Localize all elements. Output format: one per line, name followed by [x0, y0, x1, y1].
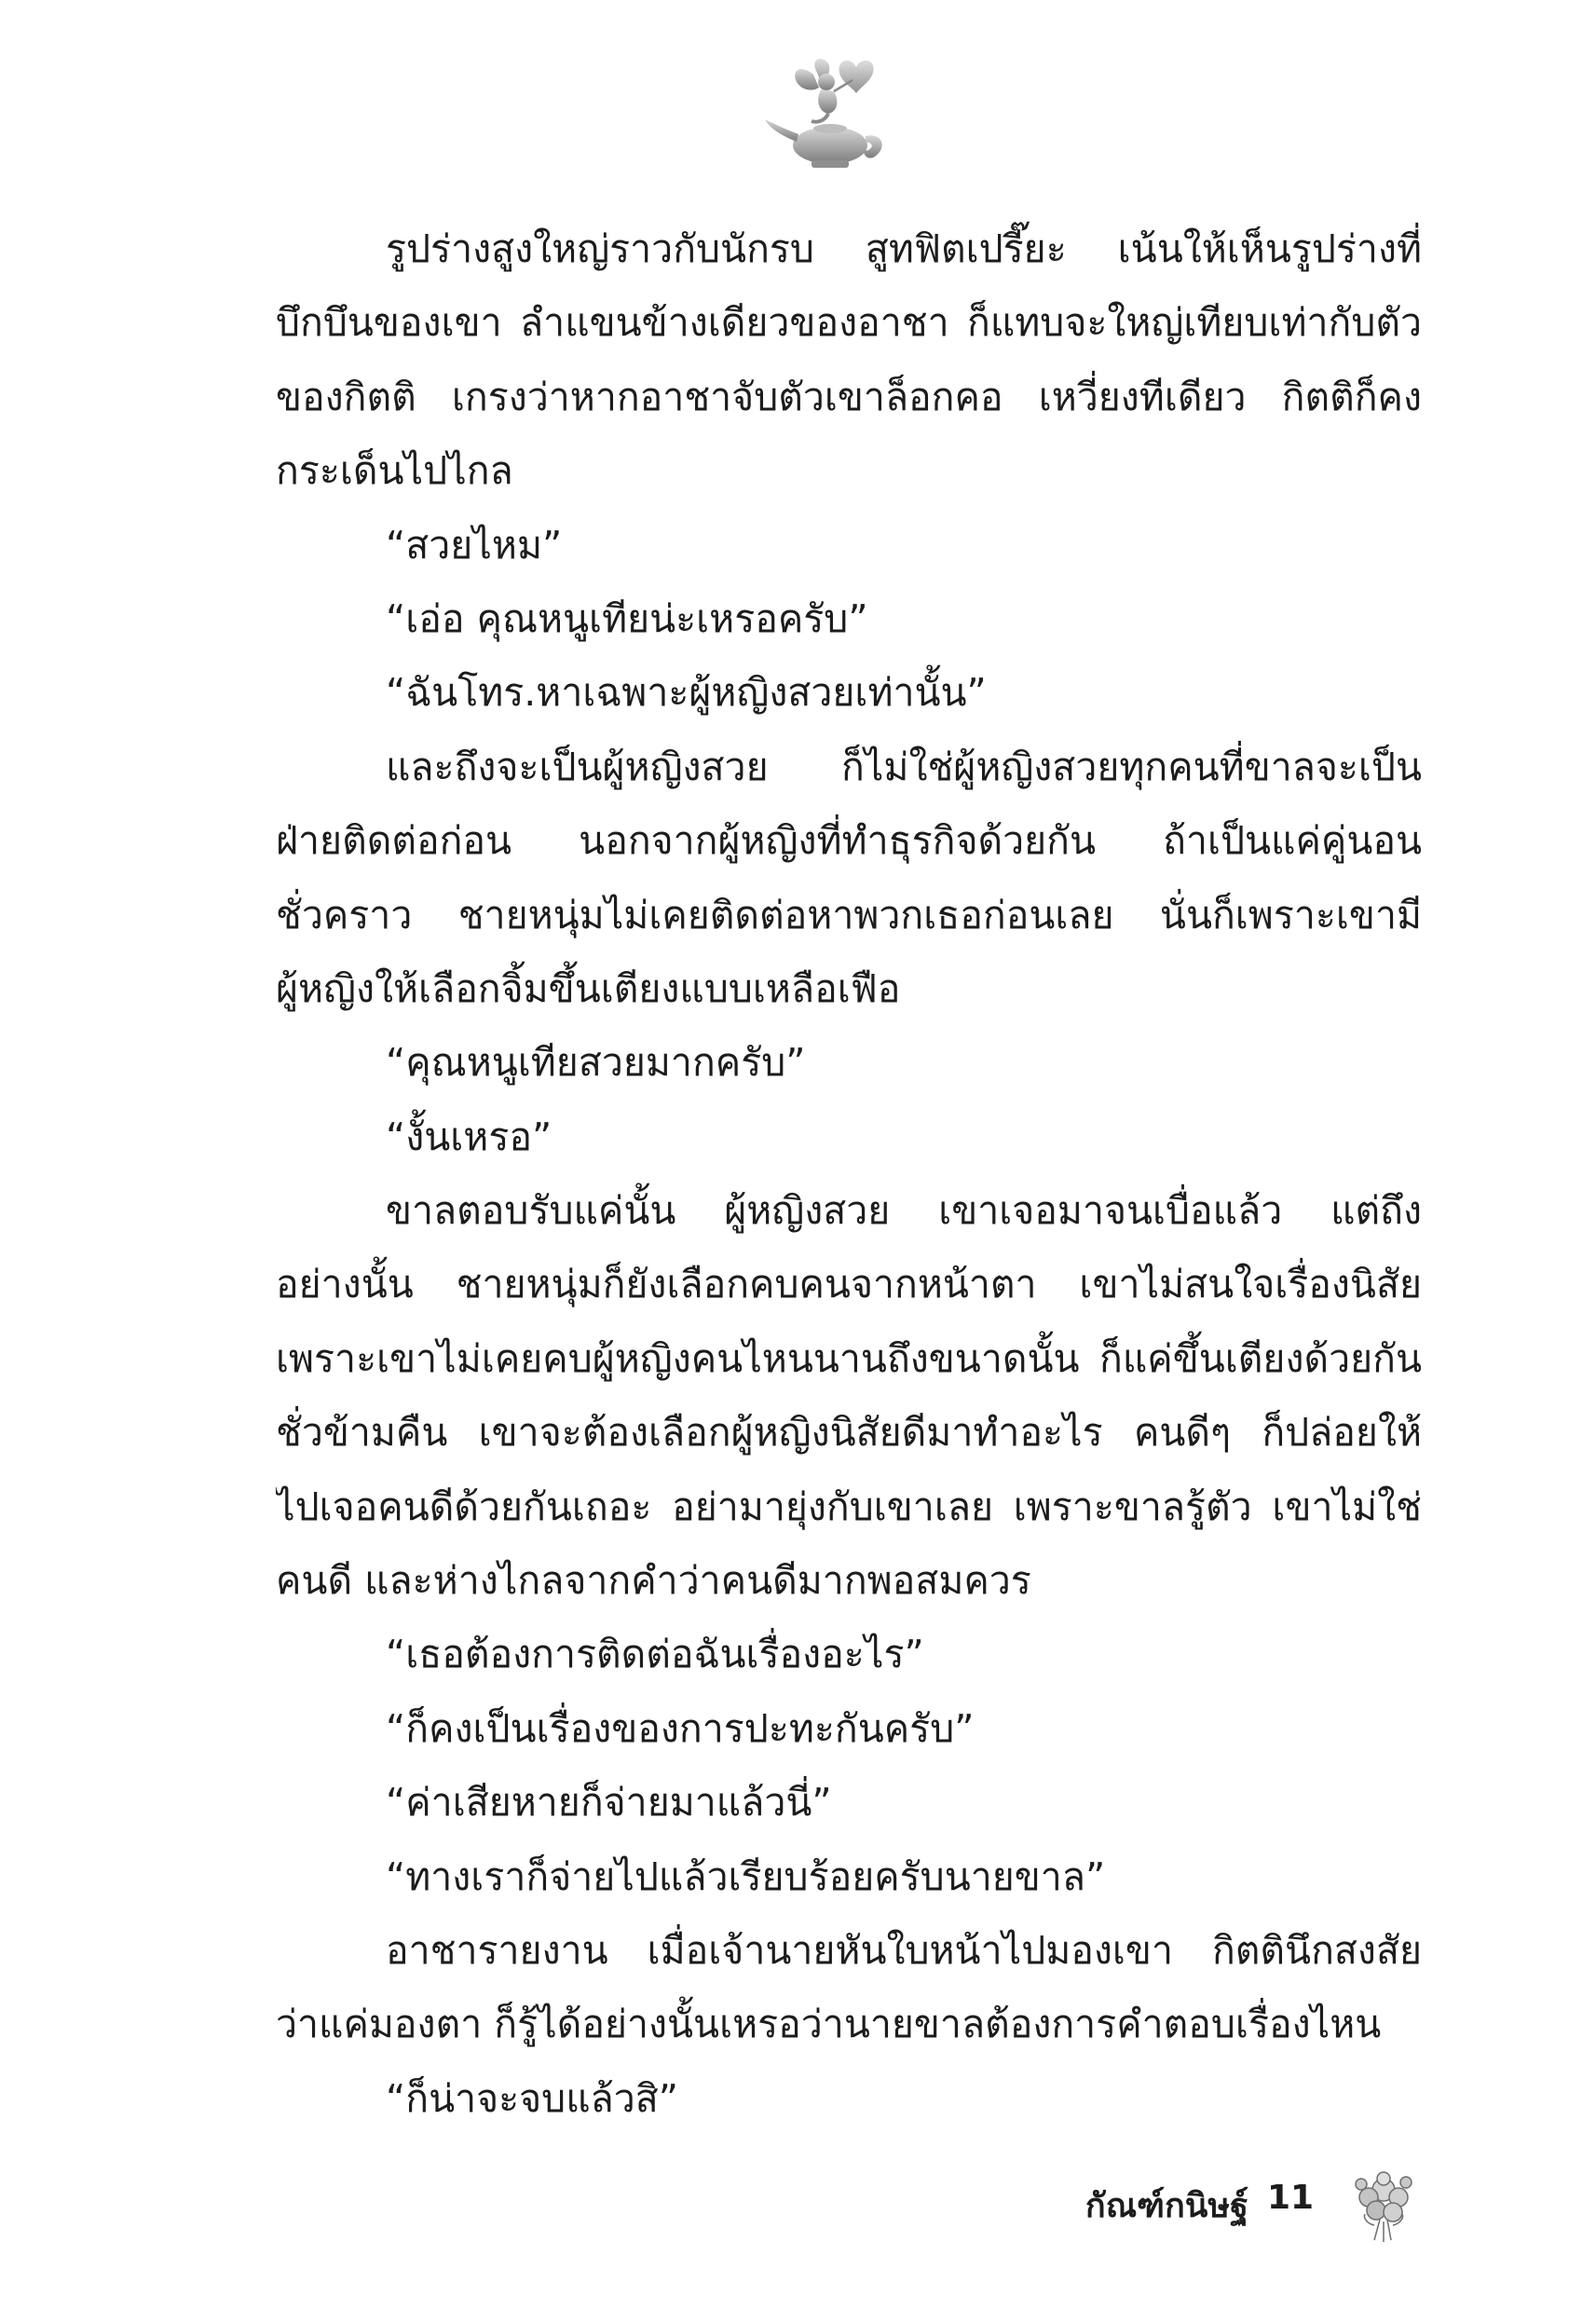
text-line: อย่างนั้น ชายหนุ่มก็ยังเลือกคบคนจากหน้าตา เขาไม่สนใจเรื่องนิสัย [276, 1262, 1422, 1307]
text-line: ขาลตอบรับแค่นั้น ผู้หญิงสวย เขาเจอมาจนเบื่อแล้ว แต่ถึง [386, 1188, 1422, 1234]
text-line: และถึงจะเป็นผู้หญิงสวย ก็ไม่ใช่ผู้หญิงสวยทุกคนที่ขาลจะเป็น [386, 744, 1422, 789]
text-line: ไปเจอคนดีด้วยกันเถอะ อย่ามายุ่งกับเขาเลย เพราะขาลรู้ตัว เขาไม่ใช่ [276, 1484, 1422, 1529]
text-line: ชั่วคราว ชายหนุ่มไม่เคยติดต่อหาพวกเธอก่อนเลย นั่นก็เพราะเขามี [276, 892, 1422, 937]
text-line: บึกบึนของเขา ลำแขนข้างเดียวของอาชา ก็แทบจะใหญ่เทียบเท่ากับตัว [276, 300, 1422, 346]
body-text [276, 212, 1422, 2141]
text-line: “เอ่อ คุณหนูเทียน่ะเหรอครับ” [386, 595, 868, 641]
text-line: “สวยไหม” [386, 522, 563, 567]
text-line: รูปร่างสูงใหญ่ราวกับนักรบ สูทฟิตเปรี๊ยะ เน้นให้เห็นรูปร่างที่ [386, 226, 1422, 271]
flower-bouquet-icon [1346, 2162, 1421, 2246]
text-line: “ทางเราก็จ่ายไปแล้วเรียบร้อยครับนายขาล” [386, 1853, 1106, 1899]
cupid-teapot-ornament-icon [759, 54, 899, 175]
text-line: “งั้นเหรอ” [386, 1114, 552, 1159]
text-line: ว่าแค่มองตา ก็รู้ได้อย่างนั้นเหรอว่านายขาลต้องการคำตอบเรื่องไหน [276, 2002, 1382, 2047]
text-line: “ก็น่าจะจบแล้วสิ” [386, 2075, 679, 2121]
text-line: ผู้หญิงให้เลือกจิ้มขึ้นเตียงแบบเหลือเฟือ [276, 965, 901, 1011]
text-line: ชั่วข้ามคืน เขาจะต้องเลือกผู้หญิงนิสัยดีมาทำอะไร คนดีๆ ก็ปล่อยให้ [276, 1410, 1422, 1456]
text-line: อาชารายงาน เมื่อเจ้านายหันใบหน้าไปมองเขา กิตตินึกสงสัย [386, 1927, 1422, 1973]
text-line: “ฉันโทร.หาเฉพาะผู้หญิงสวยเท่านั้น” [386, 670, 987, 716]
page-footer [1071, 2162, 1463, 2255]
text-line: “ค่าเสียหายก็จ่ายมาแล้วนี่” [386, 1780, 832, 1826]
text-line: ฝ่ายติดต่อก่อน นอกจากผู้หญิงที่ทำธุรกิจด้วยกัน ถ้าเป็นแค่คู่นอน [276, 818, 1422, 864]
text-line: กระเด็นไปไกล [276, 448, 513, 494]
text-line: “คุณหนูเทียสวยมากครับ” [386, 1040, 806, 1086]
text-line: คนดี และห่างไกลจากคำว่าคนดีมากพอสมควร [276, 1558, 1031, 1604]
text-line: เพราะเขาไม่เคยคบผู้หญิงคนไหนนานถึงขนาดนั้น ก็แค่ขึ้นเตียงด้วยกัน [276, 1335, 1422, 1381]
book-title: กัณฑ์กนิษฐ์ [1084, 2187, 1248, 2225]
text-line: ของกิตติ เกรงว่าหากอาชาจับตัวเขาล็อกคอ เหวี่ยงทีเดียว กิตติก็คง [276, 374, 1422, 419]
text-line: “เธอต้องการติดต่อฉันเรื่องอะไร” [386, 1632, 924, 1677]
text-line: “ก็คงเป็นเรื่องของการปะทะกันครับ” [386, 1705, 975, 1751]
page-number: 11 [1267, 2179, 1315, 2217]
